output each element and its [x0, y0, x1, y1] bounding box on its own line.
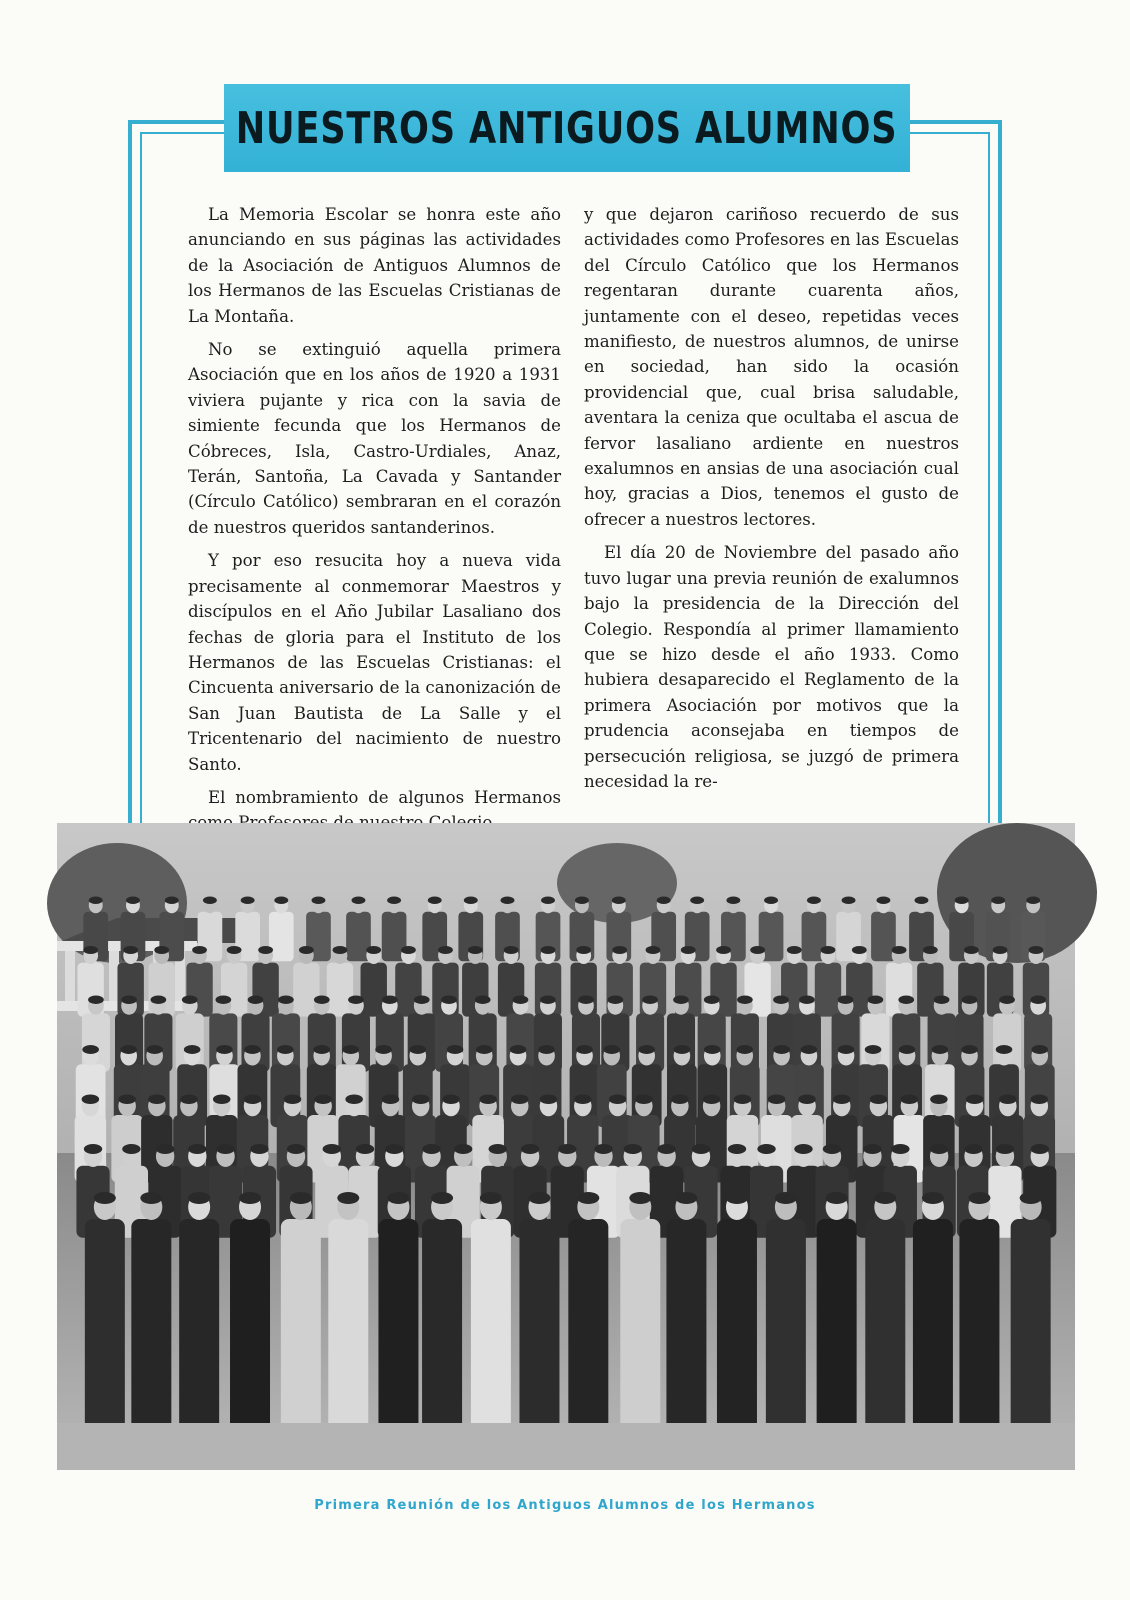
- person-body: [568, 1219, 608, 1439]
- person-hair: [188, 1144, 206, 1154]
- person-hair: [558, 1144, 576, 1154]
- person-hair: [787, 946, 802, 954]
- person-hair: [511, 1095, 528, 1105]
- person-hair: [123, 946, 138, 954]
- person-hair: [877, 897, 891, 905]
- person-hair: [635, 1095, 653, 1105]
- person-hair: [510, 1045, 527, 1054]
- person-hair: [83, 946, 98, 954]
- person-hair: [1030, 996, 1046, 1005]
- person-hair: [428, 897, 442, 905]
- paragraph: El día 20 de Noviembre del pasado año tuvo lugar una previa reunión de exalumnos bajo la presidencia de la Dirección del Colegio. Respondía al primer llamamiento que se hizo desde el año 1933. Como hubiera desaparecido el Reglamento de la primera Asociación por motivos que la prudencia aconsejaba en tiempos de persecución religiosa, se juzgó de primera necesidad la re-: [584, 543, 959, 791]
- person-hair: [387, 897, 401, 905]
- person-hair: [146, 1045, 163, 1054]
- person-hair: [838, 996, 854, 1005]
- person-hair: [409, 1045, 426, 1054]
- person-hair: [122, 1144, 140, 1154]
- title-banner: [224, 84, 910, 172]
- person-hair: [674, 1045, 691, 1054]
- person-hair: [899, 1045, 916, 1054]
- text-column-left: [188, 202, 561, 822]
- person-hair: [239, 1192, 261, 1204]
- person-hair: [447, 1045, 464, 1054]
- person-hair: [764, 897, 778, 905]
- person-body: [865, 1219, 905, 1439]
- person-hair: [352, 897, 366, 905]
- frame-right-outer: [998, 120, 1002, 823]
- person-hair: [244, 1095, 261, 1105]
- person-hair: [165, 897, 179, 905]
- person-hair: [345, 1095, 363, 1105]
- person-hair: [964, 1144, 982, 1154]
- person-hair: [576, 946, 591, 954]
- person-hair: [476, 1045, 493, 1054]
- person-hair: [609, 1095, 627, 1105]
- person-hair: [726, 1192, 748, 1204]
- person-hair: [737, 996, 753, 1005]
- page-title: NUESTROS ANTIGUOS ALUMNOS: [236, 102, 898, 154]
- person-hair: [750, 946, 765, 954]
- person-hair: [922, 1192, 944, 1204]
- person-hair: [999, 996, 1015, 1005]
- paragraph: La Memoria Escolar se honra este año anunciando en sus páginas las actividades de la Asociación de Antiguos Alumnos de los Hermanos de las Escuelas Cristianas de La Montaña.: [188, 205, 561, 326]
- person-hair: [375, 1045, 392, 1054]
- person-hair: [578, 996, 594, 1005]
- person-hair: [94, 1192, 116, 1204]
- person-hair: [156, 1144, 174, 1154]
- person-hair: [382, 1095, 400, 1105]
- paragraph: No se extinguió aquella primera Asociación que en los años de 1920 a 1931 viviera pujante y rica con la savia de simiente fecunda que los Hermanos de Cóbreces, Isla, Castro-Urdiales, Anaz, Terán, Santoña, La Cavada y Santander (Círculo Católico) sembraran en el corazón de nuestros queridos santanderinos.: [188, 340, 561, 537]
- paragraph: y que dejaron cariñoso recuerdo de sus actividades como Profesores en las Escuelas del Círculo Católico que los Hermanos regentaran durante cuarenta años, juntamente con el deseo, repetidas veces manifiesto, de nuestros alumnos, de unirse en sociedad, han sido la ocasión providencial que, cual brisa saludable, aventara la ceniza que ocultaba el ascua de fervor lasaliano ardiente en nuestros exalumnos en ansias de una asociación cual hoy, gracias a Dios, tenemos el gusto de ofrecer a nuestros lectores.: [584, 205, 959, 529]
- person-hair: [842, 897, 856, 905]
- person-hair: [401, 946, 416, 954]
- person-body: [666, 1219, 706, 1439]
- person-body: [959, 1219, 999, 1439]
- person-hair: [274, 897, 288, 905]
- person-hair: [838, 1045, 855, 1054]
- person-hair: [216, 1144, 234, 1154]
- person-hair: [216, 1045, 233, 1054]
- person-hair: [227, 946, 242, 954]
- person-hair: [422, 1144, 440, 1154]
- person-hair: [82, 1045, 99, 1054]
- person-body: [817, 1219, 857, 1439]
- person-hair: [464, 897, 478, 905]
- person-hair: [184, 1045, 201, 1054]
- person-hair: [356, 1144, 374, 1154]
- person-hair: [528, 1192, 550, 1204]
- person-hair: [541, 946, 556, 954]
- person-body: [422, 1219, 462, 1439]
- person-body: [328, 1219, 368, 1439]
- person-hair: [801, 1045, 818, 1054]
- person-hair: [442, 1095, 460, 1105]
- person-hair: [923, 946, 938, 954]
- person-hair: [412, 1095, 430, 1105]
- person-hair: [833, 1095, 851, 1105]
- person-hair: [140, 1192, 162, 1204]
- person-hair: [1020, 1192, 1042, 1204]
- person-hair: [734, 1095, 752, 1105]
- person-hair: [513, 996, 529, 1005]
- person-hair: [807, 897, 821, 905]
- person-hair: [608, 996, 624, 1005]
- person-hair: [675, 1192, 697, 1204]
- person-hair: [504, 946, 519, 954]
- person-hair: [794, 1144, 812, 1154]
- person-hair: [385, 1144, 403, 1154]
- frame-top-inner-left: [140, 132, 224, 134]
- person-body: [230, 1219, 270, 1439]
- person-body: [131, 1219, 171, 1439]
- person-hair: [991, 897, 1005, 905]
- person-hair: [798, 1095, 816, 1105]
- person-hair: [961, 1045, 978, 1054]
- person-hair: [703, 1095, 721, 1105]
- person-hair: [624, 1144, 642, 1154]
- person-hair: [901, 1095, 919, 1105]
- person-hair: [313, 1045, 330, 1054]
- person-hair: [287, 1144, 305, 1154]
- person-hair: [148, 1095, 166, 1105]
- person-hair: [314, 996, 330, 1005]
- person-hair: [821, 946, 836, 954]
- person-hair: [278, 996, 294, 1005]
- person-hair: [203, 897, 217, 905]
- person-hair: [930, 1144, 948, 1154]
- person-hair: [151, 996, 167, 1005]
- person-hair: [999, 1095, 1017, 1105]
- person-body: [1011, 1219, 1051, 1439]
- person-hair: [540, 996, 556, 1005]
- person-hair: [438, 946, 453, 954]
- person-hair: [823, 1144, 841, 1154]
- person-hair: [82, 1095, 100, 1105]
- person-hair: [868, 996, 884, 1005]
- person-hair: [576, 1045, 593, 1054]
- person-hair: [996, 1144, 1014, 1154]
- person-hair: [799, 996, 815, 1005]
- person-hair: [646, 946, 661, 954]
- person-hair: [454, 1144, 472, 1154]
- person-hair: [575, 897, 589, 905]
- text-column-right: [584, 202, 959, 822]
- person-hair: [932, 1045, 949, 1054]
- person-body: [85, 1219, 125, 1439]
- person-hair: [480, 1192, 502, 1204]
- person-hair: [88, 996, 104, 1005]
- person-hair: [870, 1095, 888, 1105]
- person-hair: [1031, 1045, 1048, 1054]
- person-hair: [773, 1045, 790, 1054]
- person-hair: [955, 897, 969, 905]
- frame-left-inner: [140, 132, 142, 823]
- person-hair: [775, 1192, 797, 1204]
- group-photo: [57, 823, 1075, 1470]
- person-hair: [277, 1045, 294, 1054]
- person-hair: [773, 996, 789, 1005]
- person-hair: [180, 1095, 198, 1105]
- person-hair: [612, 946, 627, 954]
- frame-top-outer-right: [910, 120, 1002, 124]
- person-body: [471, 1219, 511, 1439]
- photo-caption: Primera Reunión de los Antiguos Alumnos de los Hermanos: [314, 1498, 816, 1513]
- person-hair: [728, 1144, 746, 1154]
- person-body: [766, 1219, 806, 1439]
- person-hair: [479, 1095, 497, 1105]
- person-body: [179, 1219, 219, 1439]
- person-hair: [657, 897, 671, 905]
- person-hair: [244, 1045, 261, 1054]
- person-hair: [966, 1095, 984, 1105]
- frame-right-inner: [988, 132, 990, 823]
- person-hair: [284, 1095, 302, 1105]
- person-hair: [541, 897, 555, 905]
- person-body: [281, 1219, 321, 1439]
- person-hair: [342, 1045, 359, 1054]
- person-hair: [574, 1095, 592, 1105]
- person-hair: [962, 996, 978, 1005]
- person-body: [620, 1219, 660, 1439]
- person-hair: [182, 996, 198, 1005]
- person-hair: [215, 996, 231, 1005]
- person-hair: [915, 897, 929, 905]
- person-hair: [726, 897, 740, 905]
- person-hair: [996, 1045, 1013, 1054]
- person-hair: [892, 946, 907, 954]
- paragraph: El nombramiento de algunos Hermanos: [208, 787, 561, 807]
- person-hair: [577, 1192, 599, 1204]
- person-hair: [736, 1045, 753, 1054]
- person-hair: [382, 996, 398, 1005]
- person-hair: [337, 1192, 359, 1204]
- person-hair: [387, 1192, 409, 1204]
- group-photo-illustration: [57, 823, 1075, 1470]
- person-hair: [188, 1192, 210, 1204]
- person-hair: [768, 1095, 786, 1105]
- person-hair: [826, 1192, 848, 1204]
- person-hair: [1029, 946, 1044, 954]
- person-hair: [250, 1144, 268, 1154]
- person-hair: [89, 897, 103, 905]
- person-body: [519, 1219, 559, 1439]
- person-hair: [934, 996, 950, 1005]
- person-hair: [489, 1144, 507, 1154]
- person-hair: [366, 946, 381, 954]
- frame-top-outer-left: [128, 120, 224, 124]
- person-hair: [333, 946, 348, 954]
- person-hair: [538, 1045, 555, 1054]
- person-hair: [121, 996, 137, 1005]
- person-hair: [323, 1144, 341, 1154]
- person-hair: [673, 996, 689, 1005]
- person-hair: [704, 1045, 721, 1054]
- person-hair: [898, 996, 914, 1005]
- person-hair: [213, 1095, 231, 1105]
- person-hair: [468, 946, 483, 954]
- person-hair: [930, 1095, 948, 1105]
- person-hair: [865, 1045, 882, 1054]
- person-hair: [441, 996, 457, 1005]
- person-hair: [241, 897, 255, 905]
- person-hair: [594, 1144, 612, 1154]
- person-hair: [612, 897, 626, 905]
- person-hair: [154, 946, 169, 954]
- person-hair: [642, 996, 658, 1005]
- person-hair: [475, 996, 491, 1005]
- paragraph: Y por eso resucita hoy a nueva vida precisamente al conmemorar Maestros y discípulos en el Año Jubilar Lasaliano dos fechas de gloria para el Instituto de los Hermanos de las Escuelas Cristianas: el Cincuenta aniversario de la canonización de San Juan Bautista de La Salle y el Tricentenario del nacimiento de nuestro Santo.: [188, 551, 561, 774]
- person-hair: [638, 1045, 655, 1054]
- person-hair: [258, 946, 273, 954]
- person-body: [913, 1219, 953, 1439]
- person-body: [378, 1219, 418, 1439]
- person-hair: [348, 996, 364, 1005]
- person-hair: [704, 996, 720, 1005]
- person-hair: [431, 1192, 453, 1204]
- person-hair: [603, 1045, 620, 1054]
- person-hair: [874, 1192, 896, 1204]
- person-hair: [1031, 1095, 1049, 1105]
- person-hair: [692, 1144, 710, 1154]
- person-hair: [716, 946, 731, 954]
- person-hair: [968, 1192, 990, 1204]
- person-hair: [120, 1045, 137, 1054]
- person-hair: [312, 897, 326, 905]
- person-hair: [964, 946, 979, 954]
- person-hair: [299, 946, 314, 954]
- person-hair: [290, 1192, 312, 1204]
- person-hair: [863, 1144, 881, 1154]
- person-hair: [192, 946, 207, 954]
- person-hair: [414, 996, 430, 1005]
- person-hair: [852, 946, 867, 954]
- frame-left-outer: [128, 120, 132, 823]
- person-hair: [521, 1144, 539, 1154]
- person-hair: [657, 1144, 675, 1154]
- person-hair: [118, 1095, 136, 1105]
- person-hair: [993, 946, 1008, 954]
- person-hair: [126, 897, 140, 905]
- person-hair: [629, 1192, 651, 1204]
- person-hair: [671, 1095, 689, 1105]
- person-hair: [1031, 1144, 1049, 1154]
- person-hair: [891, 1144, 909, 1154]
- person-hair: [540, 1095, 558, 1105]
- person-hair: [681, 946, 696, 954]
- person-hair: [501, 897, 515, 905]
- person-hair: [690, 897, 704, 905]
- person-hair: [248, 996, 264, 1005]
- person-hair: [314, 1095, 332, 1105]
- frame-top-inner-right: [910, 132, 990, 134]
- person-body: [815, 963, 841, 1017]
- person-hair: [1026, 897, 1040, 905]
- person-hair: [757, 1144, 775, 1154]
- person-body: [717, 1219, 757, 1439]
- person-hair: [84, 1144, 102, 1154]
